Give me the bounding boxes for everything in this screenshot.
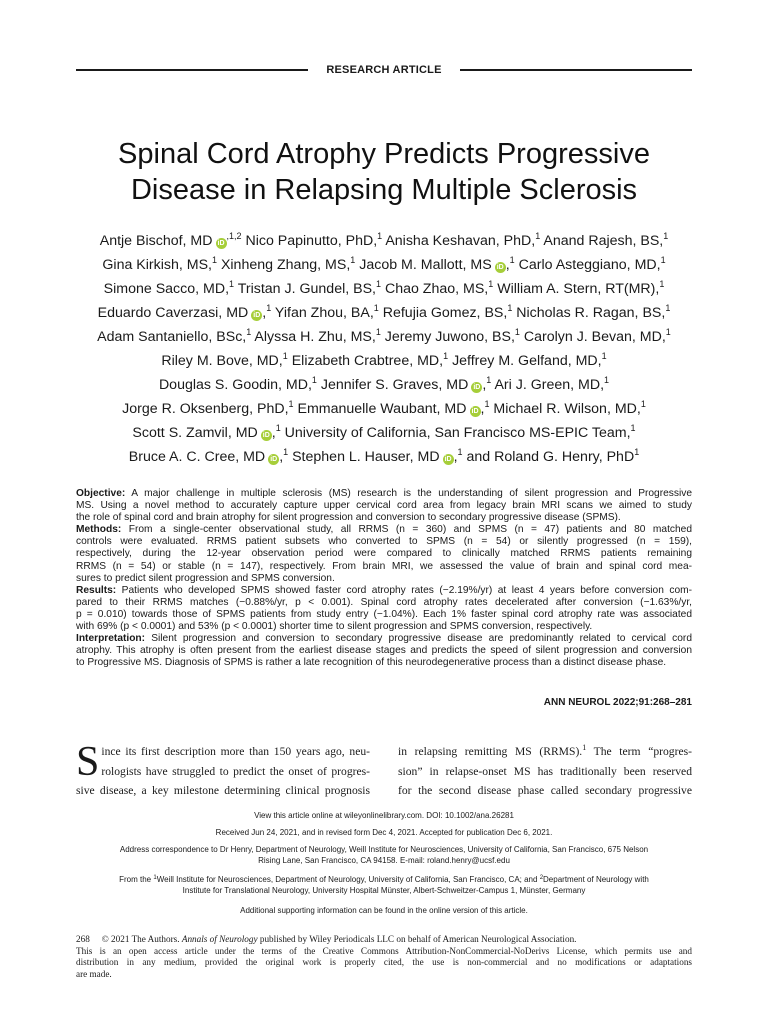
author-name: Yifan Zhou, BA, <box>271 305 374 321</box>
affiliation-marker: 1 <box>604 375 610 385</box>
author-name: Simone Sacco, MD, <box>103 281 230 297</box>
author-line <box>40 325 728 349</box>
title-line-1: Spinal Cord Atrophy Predicts Progressive <box>118 138 650 170</box>
interpretation-label: Interpretation: <box>76 633 146 645</box>
author-name: Jorge R. Oksenberg, PhD, <box>122 401 289 417</box>
author-name: Carolyn J. Bevan, MD, <box>519 329 666 345</box>
author-name: and Roland G. Henry, PhD <box>462 449 635 465</box>
author-name: Anand Rajesh, BS, <box>540 233 664 249</box>
online-link-note[interactable]: View this article online at wileyonlinelibrary.com. DOI: 10.1002/ana.26281 <box>254 811 514 820</box>
affiliation-marker: 1 <box>535 231 541 241</box>
author-separator: , <box>480 401 485 417</box>
section-header <box>76 62 692 78</box>
author-name: Douglas S. Goodin, MD, <box>158 377 312 393</box>
affiliation-marker: 1 <box>229 279 235 289</box>
affiliation-marker: 1 <box>514 327 520 337</box>
body-line: sive disease, a key milestone determining clinical prognosis <box>76 784 370 797</box>
address-line-2: Rising Lane, San Francisco, CA 94158. E-mail: roland.henry@ucsf.edu <box>258 856 510 865</box>
author-name: Bruce A. C. Cree, MD <box>128 449 266 465</box>
reference-marker[interactable]: 1 <box>582 743 587 753</box>
affiliation-marker: 1 <box>660 255 666 265</box>
body-line: for the second disease phase called secondary progressive <box>398 784 692 797</box>
abstract <box>76 488 692 669</box>
affiliation-marker: 1 <box>375 279 381 289</box>
affiliation-marker: 1 <box>375 327 381 337</box>
supporting-info-note: Additional supporting information can be found in the online version of this article. <box>240 906 528 915</box>
affiliation-marker: 1 <box>311 375 317 385</box>
affiliations <box>76 874 692 896</box>
abstract-line: Methods: From a single-center observational study, all RRMS (n = 360) and SPMS (n = 47) patients and 80 matched <box>76 524 692 536</box>
author-name: Jeremy Juwono, BS, <box>380 329 515 345</box>
orcid-icon[interactable]: iD <box>496 264 504 271</box>
affiliation-marker: 1 <box>275 423 281 433</box>
affiliation-marker: 1 <box>665 327 671 337</box>
author-line <box>40 421 728 445</box>
journal-citation: ANN NEUROL 2022;91:268–281 <box>543 697 692 708</box>
author-name: University of California, San Francisco MS-EPIC Team, <box>280 425 631 441</box>
affiliation-marker: 1 <box>211 255 217 265</box>
author-line <box>40 229 728 253</box>
orcid-icon[interactable]: iD <box>270 456 278 463</box>
author-name: Anisha Keshavan, PhD, <box>382 233 536 249</box>
affiliation-marker: 1 <box>630 423 636 433</box>
abstract-line: controls were evaluated. RRMS patient subsets who converted to SPMS (n = 54) or silently progressed (n = 159), <box>76 536 692 548</box>
abstract-line: sures to predict silent progression and SPMS conversion. <box>76 572 335 584</box>
author-separator: , <box>262 305 267 321</box>
affiliation-line-1: From the $^1$Weill Institute for Neurosciences, Department of Neurology, University of California, San Francisco, CA; and $^2$Department of Neurology with <box>119 875 649 884</box>
author-name: Carlo Asteggiano, MD, <box>514 257 661 273</box>
author-name: Refujia Gomez, BS, <box>378 305 508 321</box>
affiliation-marker: 1 <box>659 279 665 289</box>
affiliation-marker: 1 <box>488 279 494 289</box>
affiliation-marker: 1 <box>377 231 383 241</box>
affiliation-marker: 1 <box>484 399 490 409</box>
author-name: Elizabeth Crabtree, MD, <box>287 353 444 369</box>
received-dates: Received Jun 24, 2021, and in revised form Dec 4, 2021. Accepted for publication Dec 6, 2021. <box>215 828 553 837</box>
header-rule-right <box>460 69 692 71</box>
body-line: ince its first description more than 150 years ago, neu- <box>101 745 370 758</box>
orcid-icon[interactable]: iD <box>471 408 479 415</box>
body-column-left <box>76 739 370 801</box>
body-line: rologists have struggled to predict the onset of progres- <box>101 764 370 778</box>
license-footer <box>76 934 692 980</box>
author-separator: , <box>505 257 510 273</box>
author-name: Michael R. Wilson, MD, <box>489 401 641 417</box>
results-label: Results: <box>76 584 117 596</box>
orcid-icon[interactable]: iD <box>262 432 270 439</box>
author-name: Gina Kirkish, MS, <box>102 257 212 273</box>
affiliation-marker: 1 <box>457 447 463 457</box>
author-line <box>40 277 728 301</box>
affiliation-marker: 1 <box>288 399 294 409</box>
author-name: Jennifer S. Graves, MD <box>316 377 469 393</box>
affiliation-marker: 1 <box>282 351 288 361</box>
orcid-icon[interactable]: iD <box>217 240 225 247</box>
objective-label: Objective: <box>76 488 126 499</box>
author-name: Alyssa H. Zhu, MS, <box>251 329 376 345</box>
body-line: sion” in relapse-onset MS has traditionally been reserved <box>398 764 692 778</box>
author-name: Antje Bischof, MD <box>99 233 213 249</box>
footer-line: This is an open access article under the terms of the Creative Commons Attribution-NonCommercial-NoDerivs License, which permits use and <box>76 945 692 956</box>
author-name: Stephen L. Hauser, MD <box>288 449 440 465</box>
author-line <box>40 253 728 277</box>
author-name: Xinheng Zhang, MS, <box>217 257 351 273</box>
affiliation-marker: 1 <box>283 447 289 457</box>
author-line <box>40 301 728 325</box>
footer-line: are made. <box>76 968 112 979</box>
orcid-icon[interactable]: iD <box>473 384 481 391</box>
journal-name: Annals of Neurology <box>181 934 258 944</box>
author-name: Jacob M. Mallott, MS <box>355 257 492 273</box>
author-separator: , <box>271 425 276 441</box>
author-line <box>40 349 728 373</box>
author-name: Scott S. Zamvil, MD <box>132 425 258 441</box>
abstract-line: pared to their RRMS matches (−0.88%/yr, p < 0.001). Spinal cord atrophy rates decelerated after conversion (−1.63%/yr, <box>76 596 692 608</box>
affiliation-marker: 1 <box>601 351 607 361</box>
title-line-2: Disease in Relapsing Multiple Sclerosis <box>130 174 638 206</box>
author-line <box>40 397 728 421</box>
affiliation-marker: 1 <box>486 375 492 385</box>
affiliation-marker: 1 <box>266 303 272 313</box>
abstract-line: respectively, during the 12-year observation period were compared to clinically matched RRMS patients remaining <box>76 548 692 560</box>
abstract-line: p = 0.010) towards those of SPMS patients from study entry (−1.04%). Each 1% faster spinal cord atrophy rate was associated <box>76 608 692 620</box>
abstract-line: with 69% (p < 0.0001) and 53% (p < 0.0001) shorter time to silent progression and SPMS conversion, respectively. <box>76 621 593 633</box>
affiliation-marker: 1 <box>350 255 356 265</box>
article-type-label: RESEARCH ARTICLE <box>326 64 442 76</box>
author-name: Jeffrey M. Gelfand, MD, <box>448 353 602 369</box>
author-name: Tristan J. Gundel, BS, <box>234 281 376 297</box>
affiliation-marker: 1 <box>443 351 449 361</box>
body-column-right <box>398 742 692 801</box>
page-number: 268 <box>76 934 90 944</box>
affiliation-marker: ,1,2 <box>226 231 242 241</box>
abstract-line: Interpretation: Silent progression and conversion to secondary progressive disease are predominantly related to cervical cord <box>76 633 692 645</box>
author-separator: , <box>453 449 458 465</box>
abstract-line: Objective: A major challenge in multiple sclerosis (MS) research is the understanding of silent progression and Progressive <box>76 488 692 499</box>
address-line-1: Address correspondence to Dr Henry, Department of Neurology, Weill Institute for Neurosciences, University of California, San Francisco, 675 Nelson <box>119 845 649 854</box>
abstract-line: RRMS (n = 54) or stable (n = 147), respectively. From brain MRI, we assessed the value of brain and spinal cord mea- <box>76 560 692 572</box>
article-title <box>40 136 728 208</box>
author-name: William A. Stern, RT(MR), <box>493 281 660 297</box>
author-name: Eduardo Caverzasi, MD <box>97 305 249 321</box>
author-name: Nicholas R. Ragan, BS, <box>512 305 666 321</box>
abstract-line: the role of spinal cord and brain atrophy for silent progression and conversion to secondary progressive disease (SPMS). <box>76 512 621 524</box>
drop-cap: S <box>76 739 100 785</box>
author-name: Ari J. Green, MD, <box>491 377 605 393</box>
affiliation-marker: 1 <box>507 303 513 313</box>
abstract-line: to Progressive MS. Diagnosis of SPMS is rather a late recognition of this neurodegenerative process than a distinct disease phase. <box>76 657 667 669</box>
body-line: in relapsing remitting MS (RRMS).$^1$ The term “progres- <box>398 743 692 758</box>
author-name: Adam Santaniello, BSc, <box>97 329 247 345</box>
affiliation-marker: 1 <box>246 327 252 337</box>
affiliation-marker: 1 <box>373 303 379 313</box>
affiliation-marker: 1 <box>665 303 671 313</box>
abstract-line: Results: Patients who developed SPMS showed faster cord atrophy rates (−2.19%/yr) at least 4 years before conversion com- <box>76 584 692 596</box>
abstract-line: MS. Using a novel method to accurately capture upper cervical cord area from legacy brain MRI scans we aimed to study <box>76 500 692 512</box>
author-line <box>40 373 728 397</box>
affiliation-marker: 1 <box>634 447 640 457</box>
abstract-line: atrophy. This atrophy is often present from the earliest disease stages and predicts the speed of silent progression and conversion <box>76 645 692 657</box>
orcid-icon[interactable]: iD <box>253 312 261 319</box>
affiliation-line-2: Institute for Translational Neurology, University Hospital Münster, Albert-Schweitzer-Campus 1, Münster, Germany <box>182 886 586 895</box>
author-line <box>40 445 728 469</box>
orcid-icon[interactable]: iD <box>444 456 452 463</box>
author-separator: , <box>482 377 487 393</box>
correspondence-address <box>76 844 692 866</box>
author-name: Nico Papinutto, PhD, <box>241 233 378 249</box>
author-list <box>40 229 728 469</box>
methods-label: Methods: <box>76 524 122 536</box>
author-separator: , <box>279 449 284 465</box>
footer-line: 268 © 2021 The Authors. Annals of Neurology published by Wiley Periodicals LLC on behalf of American Neurological Association. <box>76 934 577 944</box>
affiliation-marker: 1 <box>663 231 669 241</box>
author-name: Emmanuelle Waubant, MD <box>293 401 467 417</box>
author-name: Riley M. Bove, MD, <box>161 353 283 369</box>
affiliation-marker: 1 <box>640 399 646 409</box>
affiliation-marker: 1 <box>509 255 515 265</box>
footer-line: distribution in any medium, provided the original work is properly cited, the use is non-commercial and no modifications or adaptations <box>76 957 692 968</box>
author-name: Chao Zhao, MS, <box>381 281 489 297</box>
